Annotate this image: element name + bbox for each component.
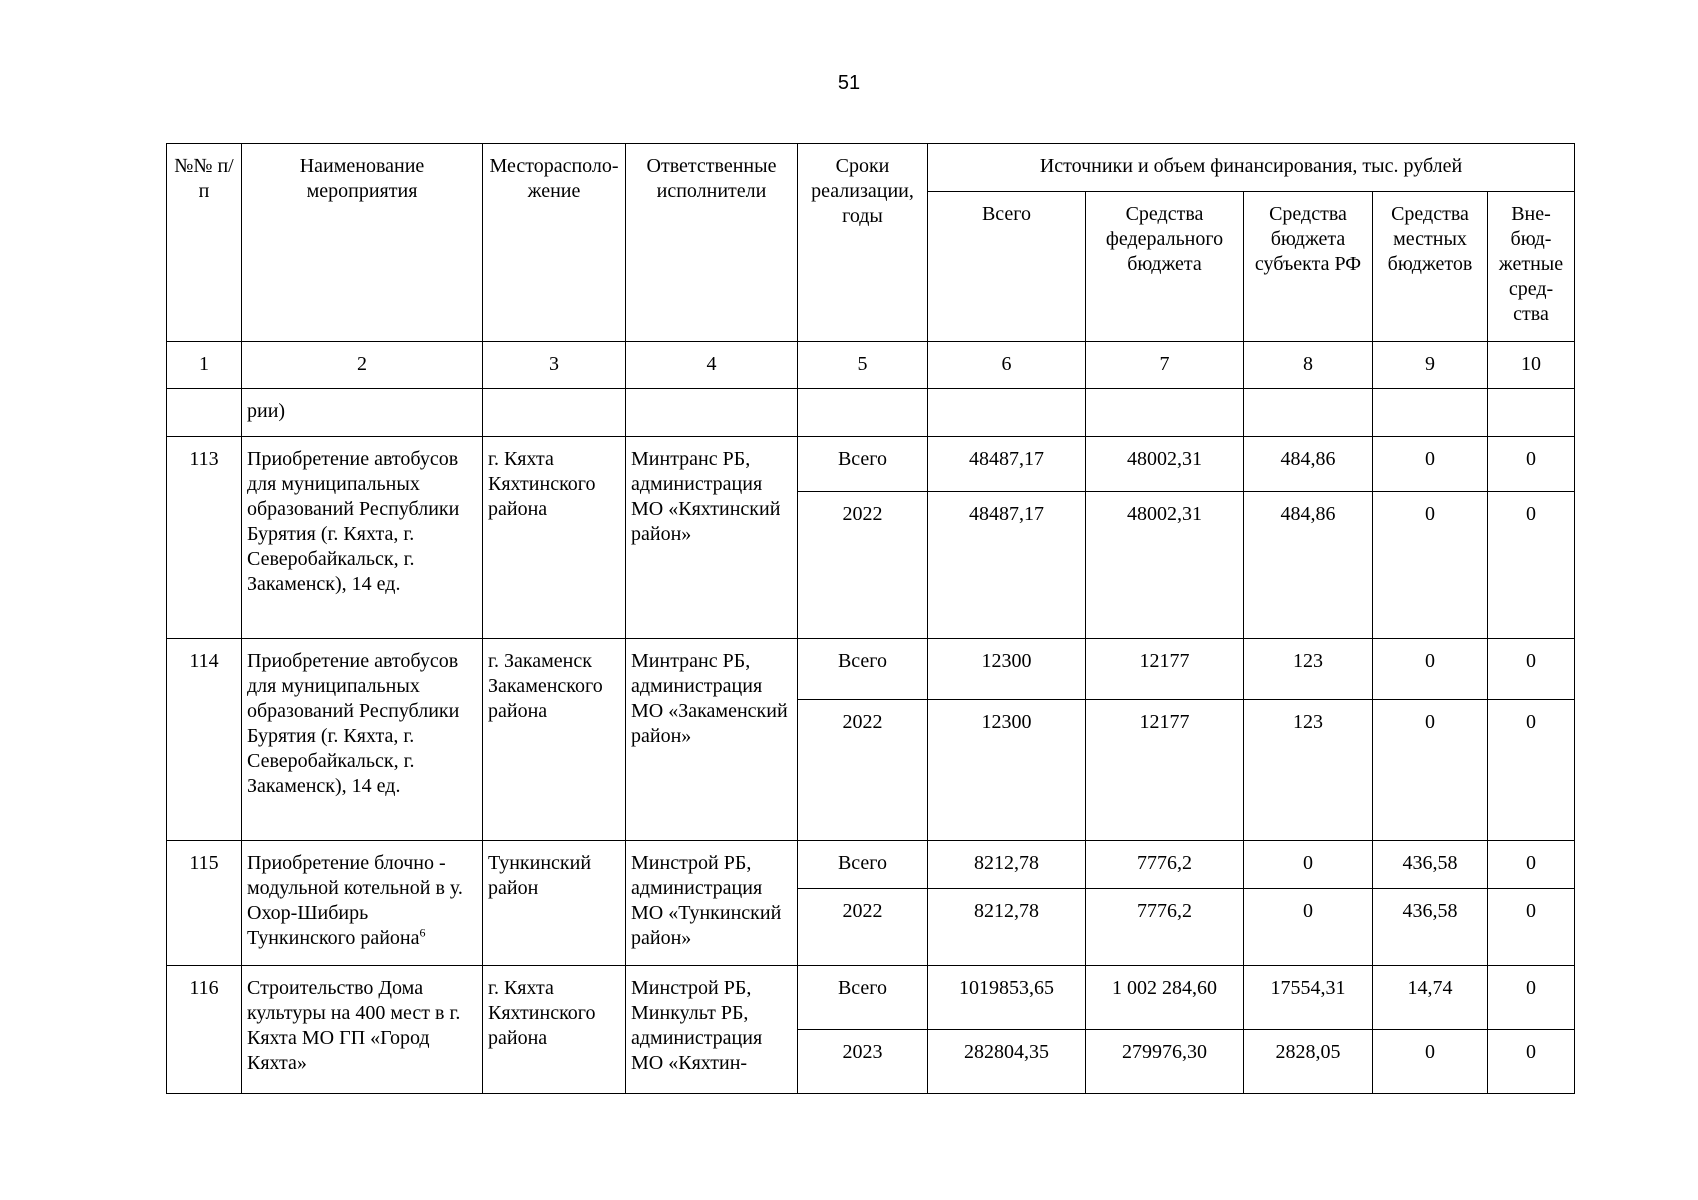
- column-number: 8: [1244, 342, 1373, 389]
- row-location: г. Кяхта Кяхтинского района: [483, 437, 626, 639]
- amount-total: 48487,17: [928, 492, 1086, 639]
- row-executors: Минстрой РБ, администрация МО «Тункинский район»: [626, 841, 798, 966]
- period-year: 2022: [798, 492, 928, 639]
- row-executors: Минтранс РБ, администрация МО «Закаменский район»: [626, 639, 798, 841]
- row-location: Тункинский район: [483, 841, 626, 966]
- row-executors: Минтранс РБ, администрация МО «Кяхтинский район»: [626, 437, 798, 639]
- row-name: Строительство Дома культуры на 400 мест в г. Кяхта МО ГП «Город Кяхта»: [242, 966, 483, 1094]
- amount-local: 0: [1373, 492, 1488, 639]
- amount-regional: 123: [1244, 700, 1373, 841]
- amount-total: 48487,17: [928, 437, 1086, 492]
- column-number: 6: [928, 342, 1086, 389]
- continuation-row: [167, 389, 1575, 437]
- row-name: [242, 841, 483, 966]
- header-location: Месторасполо- жение: [483, 144, 626, 342]
- financing-table: [166, 143, 1575, 1094]
- amount-federal: 7776,2: [1086, 889, 1244, 966]
- row-executors: Минстрой РБ, Минкульт РБ, администрация МО «Кяхтин-: [626, 966, 798, 1094]
- row-name-text: Приобретение блочно - модульной котельной в у. Охор-Шибирь Тункинского района: [247, 852, 463, 949]
- amount-extra: 0: [1488, 437, 1575, 492]
- header-financing-group: Источники и объем финансирования, тыс. рублей: [928, 144, 1575, 192]
- amount-regional: 484,86: [1244, 437, 1373, 492]
- amount-federal: 12177: [1086, 639, 1244, 700]
- row-number: 116: [167, 966, 242, 1094]
- column-number: 3: [483, 342, 626, 389]
- period-year: Всего: [798, 437, 928, 492]
- period-year: Всего: [798, 841, 928, 889]
- amount-federal: 7776,2: [1086, 841, 1244, 889]
- amount-local: 436,58: [1373, 889, 1488, 966]
- amount-local: 0: [1373, 639, 1488, 700]
- amount-extra: 0: [1488, 966, 1575, 1030]
- header-name: Наименование мероприятия: [242, 144, 483, 342]
- column-numbers-row: [167, 342, 1575, 389]
- header-number: №№ п/п: [167, 144, 242, 342]
- amount-extra: 0: [1488, 639, 1575, 700]
- header-executors: Ответственные исполнители: [626, 144, 798, 342]
- period-year: Всего: [798, 966, 928, 1030]
- row-number: 115: [167, 841, 242, 966]
- header-federal: Средства федерального бюджета: [1086, 192, 1244, 342]
- amount-total: 1019853,65: [928, 966, 1086, 1030]
- column-number: 5: [798, 342, 928, 389]
- amount-regional: 2828,05: [1244, 1030, 1373, 1094]
- amount-local: 436,58: [1373, 841, 1488, 889]
- continuation-name: рии): [242, 389, 483, 437]
- period-year: 2023: [798, 1030, 928, 1094]
- row-location: г. Кяхта Кяхтинского района: [483, 966, 626, 1094]
- header-row: [167, 144, 1575, 192]
- amount-local: 0: [1373, 1030, 1488, 1094]
- amount-federal: 12177: [1086, 700, 1244, 841]
- column-number: 9: [1373, 342, 1488, 389]
- column-number: 4: [626, 342, 798, 389]
- amount-extra: 0: [1488, 889, 1575, 966]
- table-row: [167, 639, 1575, 700]
- column-number: 7: [1086, 342, 1244, 389]
- amount-regional: 17554,31: [1244, 966, 1373, 1030]
- table-row: [167, 437, 1575, 492]
- amount-local: 14,74: [1373, 966, 1488, 1030]
- amount-total: 12300: [928, 700, 1086, 841]
- table-row: [167, 841, 1575, 889]
- row-number: 113: [167, 437, 242, 639]
- footnote-marker: 6: [419, 925, 426, 940]
- header-local: Средства местных бюджетов: [1373, 192, 1488, 342]
- amount-total: 8212,78: [928, 889, 1086, 966]
- amount-extra: 0: [1488, 700, 1575, 841]
- header-total: Всего: [928, 192, 1086, 342]
- period-year: Всего: [798, 639, 928, 700]
- row-number: 114: [167, 639, 242, 841]
- amount-federal: 1 002 284,60: [1086, 966, 1244, 1030]
- column-number: 2: [242, 342, 483, 389]
- amount-regional: 123: [1244, 639, 1373, 700]
- column-number: 10: [1488, 342, 1575, 389]
- period-year: 2022: [798, 889, 928, 966]
- amount-total: 8212,78: [928, 841, 1086, 889]
- amount-federal: 279976,30: [1086, 1030, 1244, 1094]
- amount-local: 0: [1373, 700, 1488, 841]
- amount-federal: 48002,31: [1086, 492, 1244, 639]
- row-location: г. Закаменск Закаменского района: [483, 639, 626, 841]
- page-number: 51: [837, 72, 861, 94]
- row-name: Приобретение автобусов для муниципальных образований Республики Бурятия (г. Кяхта, г. Северобайкальск, г. Закаменск), 14 ед.: [242, 639, 483, 841]
- header-extra: Вне- бюд- жетные сред- ства: [1488, 192, 1575, 342]
- amount-local: 0: [1373, 437, 1488, 492]
- header-regional: Средства бюджета субъекта РФ: [1244, 192, 1373, 342]
- column-number: 1: [167, 342, 242, 389]
- amount-extra: 0: [1488, 1030, 1575, 1094]
- amount-regional: 484,86: [1244, 492, 1373, 639]
- amount-total: 282804,35: [928, 1030, 1086, 1094]
- table-row: [167, 966, 1575, 1030]
- amount-extra: 0: [1488, 841, 1575, 889]
- row-name: Приобретение автобусов для муниципальных образований Республики Бурятия (г. Кяхта, г. Северобайкальск, г. Закаменск), 14 ед.: [242, 437, 483, 639]
- amount-regional: 0: [1244, 889, 1373, 966]
- amount-regional: 0: [1244, 841, 1373, 889]
- amount-federal: 48002,31: [1086, 437, 1244, 492]
- amount-extra: 0: [1488, 492, 1575, 639]
- header-period: Сроки реализации, годы: [798, 144, 928, 342]
- amount-total: 12300: [928, 639, 1086, 700]
- period-year: 2022: [798, 700, 928, 841]
